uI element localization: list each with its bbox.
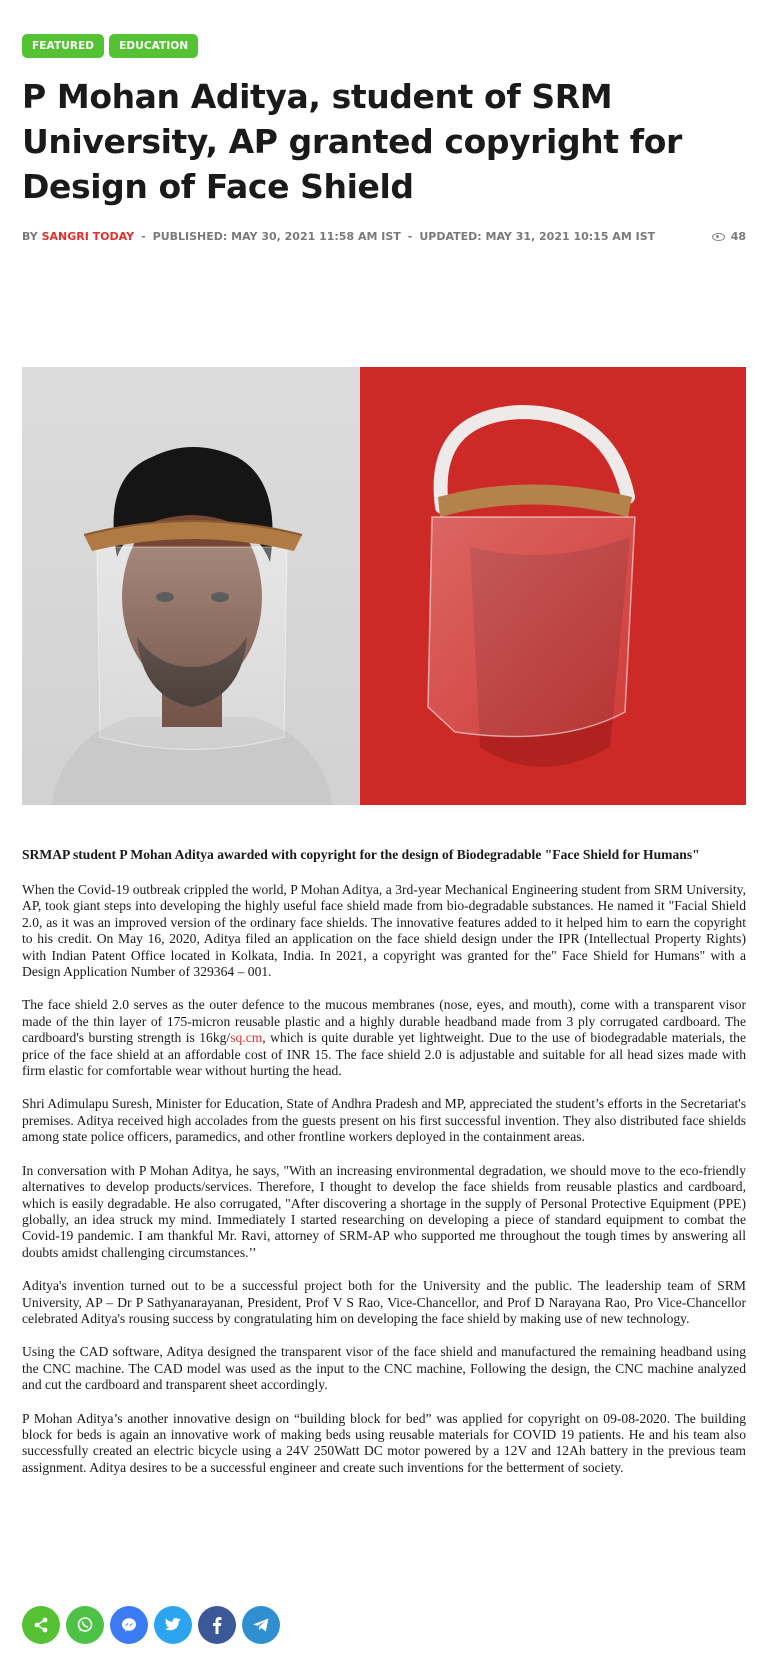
meta-separator: - [407, 230, 413, 243]
paragraph: P Mohan Aditya’s another innovative design on “building block for bed” was applied for copyright on 09-08-2020. The building block for beds is again an innovative work of making beds using reusable materials for COVID 19 patients. He and his team also successfully created an electric bicycle using a 24V 250Watt DC motor powered by a 12V and 12Ah battery in the previous team assignment. Aditya desires to be a successful engineer and create such inventions for the betterment of society. [22, 1410, 746, 1475]
telegram-button[interactable] [242, 1606, 280, 1644]
tag-education[interactable]: EDUCATION [109, 34, 198, 58]
photo-student-wearing-shield [22, 367, 360, 805]
share-icon [33, 1617, 49, 1633]
author-link[interactable]: SANGRI TODAY [41, 230, 135, 243]
featured-image [22, 367, 746, 805]
whatsapp-button[interactable] [66, 1606, 104, 1644]
article-subheading: SRMAP student P Mohan Aditya awarded with copyright for the design of Biodegradable "Face Shield for Humans" [22, 847, 700, 862]
published-date: PUBLISHED: MAY 30, 2021 11:58 AM IST [152, 230, 401, 243]
article-meta [22, 230, 746, 243]
paragraph: In conversation with P Mohan Aditya, he says, "With an increasing environmental degradation, we should move to the eco-friendly alternatives to develop products/services. Therefore, I thought to develop the face shields from reusable plastics and cardboard, which is easily degradable. He also corrugated, "After discovering a shortage in the supply of Personal Protective Equipment (PPE) globally, an idea struck my mind. Immediately I started researching on developing a piece of standard equipment to combat the Covid-19 pandemic. I am thankful Mr. Ravi, attorney of SRM-AP who supported me throughout the tough times by answering all doubts amidst challenging circumstances.’’ [22, 1162, 746, 1260]
messenger-icon [120, 1616, 138, 1634]
share-button[interactable] [22, 1606, 60, 1644]
view-count [712, 230, 746, 243]
twitter-icon [164, 1617, 182, 1633]
paragraph: Shri Adimulapu Suresh, Minister for Education, State of Andhra Pradesh and MP, appreciated the student’s efforts in the Secretariat's premises. Aditya received high accolades from the guests present on his first successful invention. They also distributed face shields among state police officers, paramedics, and other frontline workers deployed in the containment areas. [22, 1096, 746, 1145]
by-label: BY [22, 230, 38, 243]
updated-date: UPDATED: MAY 31, 2021 10:15 AM IST [419, 230, 656, 243]
sqcm-link[interactable]: sq.cm [230, 1030, 263, 1046]
meta-separator: - [141, 230, 146, 243]
share-bar [22, 1606, 280, 1644]
category-tags [22, 34, 198, 58]
paragraph: Aditya's invention turned out to be a successful project both for the University and the public. The leadership team of SRM University, AP – Dr P Sathyanarayanan, President, Prof V S Rao, Vice-Chancellor, and Prof D Narayana Rao, Pro Vice-Chancellor celebrated Aditya's rousing success by congratulating him on developing the face shield by making use of new technology. [22, 1278, 746, 1326]
whatsapp-icon [76, 1616, 94, 1634]
paragraph [22, 997, 746, 1079]
article-body [22, 846, 746, 1493]
twitter-button[interactable] [154, 1606, 192, 1644]
paragraph-text: The face shield 2.0 serves as the outer defence to the mucous membranes (nose, eyes, and mouth), come with a transparent visor made of the thin layer of 175-micron reusable plastic and a highly durable headband made from 3 ply corrugated cardboard. The cardboard's bursting strength is 16kg/ [22, 997, 746, 1046]
paragraph: When the Covid-19 outbreak crippled the world, P Mohan Aditya, a 3rd-year Mechanical Engineering student from SRM University, AP, took giant steps into developing the highly useful face shield made from bio-degradable substances. He named it "Facial Shield 2.0, as it was an improved version of the ordinary face shields. The innovative features added to it helped him to earn the copyright to his credit. On May 16, 2020, Aditya filed an application on the face shield design under the IPR (Intellectual Property Rights) with Indian Patent Office located in Kolkata, India. In 2021, a copyright was granted for the" Face Shield for Humans" with a Design Application Number of 329364 – 001. [22, 882, 746, 980]
facebook-button[interactable] [198, 1606, 236, 1644]
tag-featured[interactable]: FEATURED [22, 34, 104, 58]
telegram-icon [252, 1617, 270, 1633]
facebook-icon [212, 1616, 222, 1634]
paragraph-text: , which is quite durable yet lightweight. Due to the use of biodegradable materials, the price of the face shield at an affordable cost of INR 15. The face shield 2.0 is adjustable and suitable for all head sizes made with firm elastic for comfortable wear without hurting the head. [22, 1030, 747, 1079]
messenger-button[interactable] [110, 1606, 148, 1644]
photo-face-shield-product [360, 367, 746, 805]
paragraph: Using the CAD software, Aditya designed the transparent visor of the face shield and manufactured the remaining headband using the CNC machine. The CAD model was used as the input to the CNC machine, Following the design, the CNC machine analyzed and cut the cardboard and transparent sheet accordingly. [22, 1344, 746, 1393]
page-title: P Mohan Aditya, student of SRM University, AP granted copyright for Design of Face Shield [22, 77, 682, 206]
eye-icon [712, 233, 725, 241]
view-count-value: 48 [730, 230, 746, 243]
